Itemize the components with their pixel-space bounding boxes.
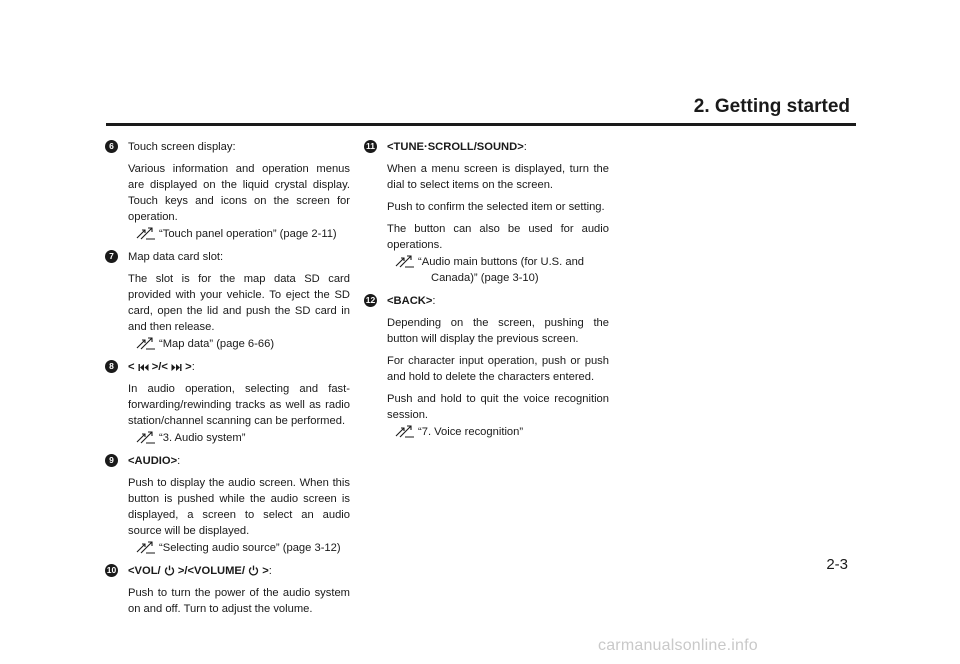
skip-next-icon <box>171 363 182 372</box>
item-description: Push to display the audio screen. When this button is pushed while the audio screen is displayed, a screen to select an audio source will be displayed. <box>128 477 350 537</box>
cross-reference[interactable] <box>128 540 350 556</box>
list-item <box>364 293 609 440</box>
page-header-title: 2. Getting started <box>693 96 850 117</box>
item-title: <VOL/ >/<VOLUME/ >: <box>128 565 272 577</box>
list-item <box>364 139 609 286</box>
right-column <box>364 139 609 447</box>
item-description: The slot is for the map data SD card provided with your vehicle. To eject the SD card, open the lid and push the SD card in and then release. <box>128 273 350 333</box>
item-title: Map data card slot: <box>128 251 224 263</box>
item-number-badge: 12 <box>365 295 376 305</box>
item-description: The button can also be used for audio operations. <box>387 223 609 251</box>
reference-text: “Map data” (page 6-66) <box>159 338 275 350</box>
left-column <box>105 139 350 624</box>
header-rule <box>106 123 856 126</box>
cross-reference[interactable] <box>128 226 350 242</box>
item-description: When a menu screen is displayed, turn the dial to select items on the screen. <box>387 163 609 191</box>
item-number-badge: 6 <box>105 140 118 153</box>
reference-arrow-icon <box>136 541 156 554</box>
reference-arrow-icon <box>136 431 156 444</box>
item-number-badge: 10 <box>106 565 117 575</box>
reference-text: “Touch panel operation” (page 2-11) <box>159 228 337 240</box>
item-description: Push to confirm the selected item or setting. <box>387 201 605 213</box>
reference-text-continued: Canada)” (page 3-10) <box>431 272 539 284</box>
cross-reference[interactable] <box>128 430 350 446</box>
item-title: <TUNE·SCROLL/SOUND>: <box>387 141 527 153</box>
list-item <box>105 453 350 556</box>
list-item <box>105 359 350 446</box>
item-number-badge: 8 <box>105 360 118 373</box>
page-number: 2-3 <box>826 556 848 573</box>
item-description: For character input operation, push or push and hold to delete the characters entered. <box>387 355 609 383</box>
reference-arrow-icon <box>395 255 415 268</box>
item-number-badge: 9 <box>105 454 118 467</box>
reference-text: “Audio main buttons (for U.S. and <box>418 256 585 268</box>
skip-previous-icon <box>138 363 149 372</box>
reference-text: “7. Voice recognition” <box>418 426 524 438</box>
power-icon <box>248 565 259 576</box>
item-title: <AUDIO>: <box>128 455 181 467</box>
cross-reference[interactable] <box>387 254 609 286</box>
item-description: Push to turn the power of the audio system on and off. Turn to adjust the volume. <box>128 587 350 615</box>
list-item <box>105 249 350 352</box>
reference-arrow-icon <box>136 227 156 240</box>
item-description: Push and hold to quit the voice recognition session. <box>387 393 609 421</box>
list-item <box>105 563 350 617</box>
cross-reference[interactable] <box>128 336 350 352</box>
item-title: Touch screen display: <box>128 141 236 153</box>
watermark: carmanualsonline.info <box>598 637 758 654</box>
reference-text: “Selecting audio source” (page 3-12) <box>159 542 341 554</box>
power-icon <box>164 565 175 576</box>
cross-reference[interactable] <box>387 424 609 440</box>
reference-arrow-icon <box>395 425 415 438</box>
item-number-badge: 7 <box>105 250 118 263</box>
item-description: Various information and operation menus are displayed on the liquid crystal display. Touch keys and icons on the screen for operation. <box>128 163 350 223</box>
item-description: In audio operation, selecting and fast-forwarding/rewinding tracks as well as radio station/channel scanning can be performed. <box>128 383 350 427</box>
reference-arrow-icon <box>136 337 156 350</box>
list-item <box>105 139 350 242</box>
reference-text: “3. Audio system” <box>159 432 246 444</box>
item-number-badge: 11 <box>366 141 375 151</box>
item-title: < >/< >: <box>128 361 195 373</box>
item-title: <BACK>: <box>387 295 436 307</box>
item-description: Depending on the screen, pushing the button will display the previous screen. <box>387 317 609 345</box>
